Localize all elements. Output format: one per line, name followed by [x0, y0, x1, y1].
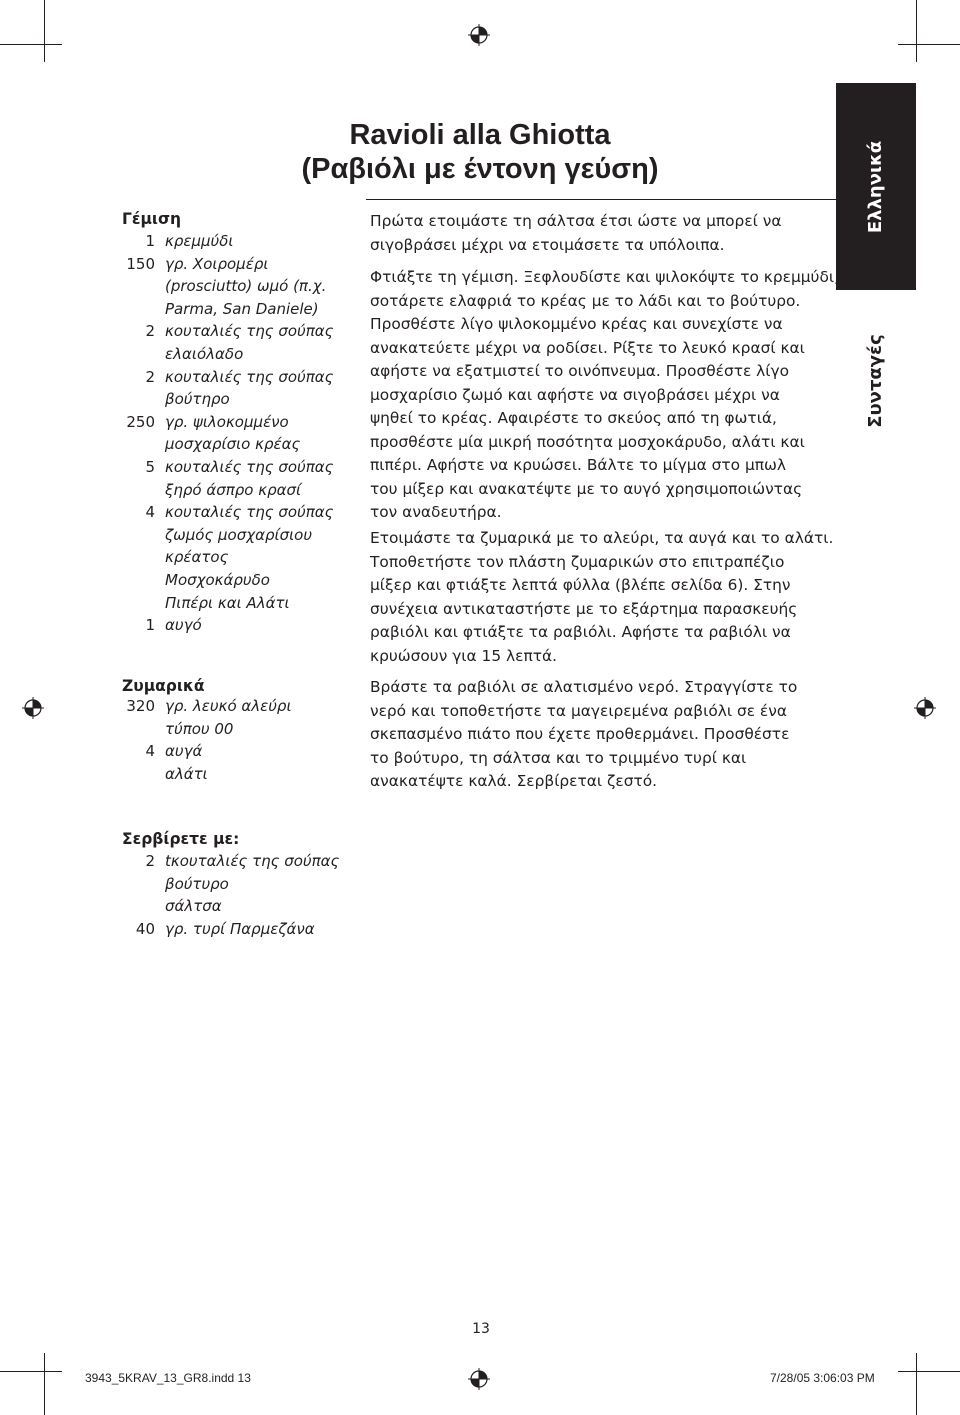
instruction-paragraph: [370, 266, 840, 525]
crop-mark: [898, 44, 960, 45]
instruction-line: κρυώσουν για 15 λεπτά.: [370, 646, 558, 665]
ingredient-qty: 150: [126, 254, 155, 273]
ingredient-qty: 1: [145, 616, 155, 635]
instruction-line: αφήστε να εξατμιστεί το οινόπνευμα. Προσθέστε λίγο: [370, 362, 790, 380]
ingredient-text: αυγά: [165, 742, 203, 761]
registration-mark-icon: [22, 697, 44, 719]
ingredient-text: Parma, San Daniele): [165, 299, 319, 318]
ingredient-qty: 2: [145, 367, 155, 386]
crop-mark: [44, 0, 45, 62]
instruction-paragraph: [370, 210, 840, 257]
instruction-line: συνέχεια αντικαταστήστε με το εξάρτημα παρασκευής: [370, 599, 798, 618]
ingredient-text: κρέατος: [165, 548, 229, 567]
ingredient-text: μοσχαρίσιο κρέας: [165, 435, 301, 454]
instruction-line: νερό και τοποθετήστε τα μαγειρεμένα ραβιόλι σε ένα: [370, 701, 787, 720]
ingredient-qty: 2: [145, 852, 155, 870]
ingredient-text: κουταλιές της σούπας: [165, 503, 334, 522]
serve-heading: Σερβίρετε με:: [122, 830, 240, 848]
instruction-line: Τοποθετήστε τον πλάστη ζυμαρικών στο επιτραπέζιο: [370, 552, 785, 571]
crop-mark: [44, 1353, 45, 1415]
filling-heading: Γέμιση: [122, 210, 182, 228]
ingredient-text: σάλτσα: [165, 897, 222, 916]
title-line-1: Ravioli alla Ghiotta: [349, 119, 611, 151]
ingredient-text: γρ. Χοιρομέρι: [165, 254, 269, 273]
page-title: [280, 118, 680, 186]
section-label: Συνταγές: [865, 334, 886, 428]
instruction-line: ψηθεί το κρέας. Αφαιρέστε το σκεύος από τη φωτιά,: [370, 409, 777, 427]
ingredient-text: γρ. τυρί Παρμεζάνα: [165, 919, 315, 938]
ingredient-text: γρ. λευκό αλεύρι: [165, 697, 292, 715]
ingredient-text: Μοσχοκάρυδο: [165, 571, 270, 589]
instruction-line: σιγοβράσει μέχρι να ετοιμάσετε τα υπόλοιπα.: [370, 235, 725, 254]
instruction-paragraph: [370, 676, 840, 794]
ingredient-text: tκουταλιές της σούπας: [165, 852, 340, 870]
instruction-line: πιπέρι. Αφήστε να κρυώσει. Βάλτε το μίγμα στο μπωλ: [370, 456, 787, 474]
instruction-line: το βούτυρο, τη σάλτσα και το τριμμένο τυρί και: [370, 748, 747, 767]
instruction-line: ραβιόλι και φτιάξτε τα ραβιόλι. Αφήστε τα ραβιόλι να: [370, 623, 791, 641]
ingredient-text: τύπου 00: [165, 719, 234, 738]
instruction-line: μίξερ και φτιάξτε λεπτά φύλλα (βλέπε σελίδα 6). Στην: [370, 576, 791, 594]
ingredient-text: βούτηρο: [165, 390, 230, 409]
instruction-paragraph: [370, 527, 840, 668]
instruction-line: ανακατεύετε μέχρι να ροδίσει. Ρίξτε το λευκό κρασί και: [370, 338, 805, 357]
ingredient-text: (prosciutto) ωμό (π.χ.: [165, 277, 327, 296]
instruction-line: προσθέστε μία μικρή ποσότητα μοσχοκάρυδο, αλάτι και: [370, 432, 805, 451]
ingredient-text: βούτυρο: [165, 874, 229, 893]
ingredient-qty: 320: [126, 697, 155, 715]
instruction-line: Βράστε τα ραβιόλι σε αλατισμένο νερό. Στραγγίστε το: [370, 678, 798, 696]
instruction-line: σκεπασμένο πιάτο που έχετε προθερμάνει. Προσθέστε: [370, 725, 790, 743]
registration-mark-icon: [468, 24, 490, 46]
crop-mark: [0, 44, 62, 45]
instruction-line: μοσχαρίσιο ζωμό και αφήστε να σιγοβράσει μέχρι να: [370, 385, 780, 404]
ingredient-text: ελαιόλαδο: [165, 344, 244, 363]
ingredient-qty: 4: [145, 503, 155, 522]
ingredient-text: ζωμός μοσχαρίσιου: [165, 525, 313, 544]
instruction-line: σοτάρετε ελαφριά το κρέας με το λάδι και το βούτυρο.: [370, 291, 801, 310]
instruction-line: τον αναδευτήρα.: [370, 503, 502, 521]
registration-mark-icon: [468, 1368, 490, 1390]
instruction-line: Ετοιμάστε τα ζυμαρικά με το αλεύρι, τα αυγά και το αλάτι.: [370, 529, 834, 547]
ingredient-text: ξηρό άσπρο κρασί: [165, 480, 302, 499]
instruction-line: του μίξερ και ανακατέψτε με το αυγό χρησιμοποιώντας: [370, 479, 803, 498]
instruction-line: Πρώτα ετοιμάστε τη σάλτσα έτσι ώστε να μπορεί να: [370, 212, 782, 230]
crop-mark: [916, 1353, 917, 1415]
title-line-2: (Ραβιόλι με έντονη γεύση): [301, 153, 659, 185]
ingredient-text: αλάτι: [165, 764, 208, 783]
ingredient-text: Πιπέρι και Αλάτι: [165, 593, 290, 612]
instruction-line: ανακατέψτε καλά. Σερβίρεται ζεστό.: [370, 772, 658, 790]
crop-mark: [898, 1371, 960, 1372]
slug-file: 3943_5KRAV_13_GR8.indd 13: [85, 1371, 251, 1385]
slug-timestamp: 7/28/05 3:06:03 PM: [770, 1371, 875, 1385]
ingredient-text: κουταλιές της σούπας: [165, 367, 334, 386]
ingredient-text: γρ. ψιλοκομμένο: [165, 412, 289, 431]
page-number: 13: [472, 1321, 490, 1337]
ingredient-qty: 2: [145, 322, 155, 341]
title-divider: [366, 199, 836, 200]
ingredient-text: κρεμμύδι: [165, 232, 234, 250]
ingredient-qty: 5: [145, 458, 155, 476]
pasta-heading: Ζυμαρικά: [122, 677, 205, 695]
instruction-line: Φτιάξτε τη γέμιση. Ξεφλουδίστε και ψιλοκόψτε το κρεμμύδι,: [370, 268, 839, 286]
instruction-line: Προσθέστε λίγο ψιλοκομμένο κρέας και συνεχίστε να: [370, 315, 783, 333]
crop-mark: [0, 1371, 62, 1372]
ingredient-text: κουταλιές της σούπας: [165, 322, 334, 341]
crop-mark: [916, 0, 917, 62]
ingredient-text: αυγό: [165, 616, 202, 635]
ingredient-qty: 4: [145, 742, 155, 761]
ingredient-qty: 250: [126, 412, 155, 431]
registration-mark-icon: [914, 697, 936, 719]
language-tab-label: Ελληνικά: [865, 140, 886, 234]
ingredient-text: κουταλιές της σούπας: [165, 458, 334, 476]
ingredient-qty: 1: [145, 232, 155, 250]
ingredient-qty: 40: [135, 919, 155, 938]
